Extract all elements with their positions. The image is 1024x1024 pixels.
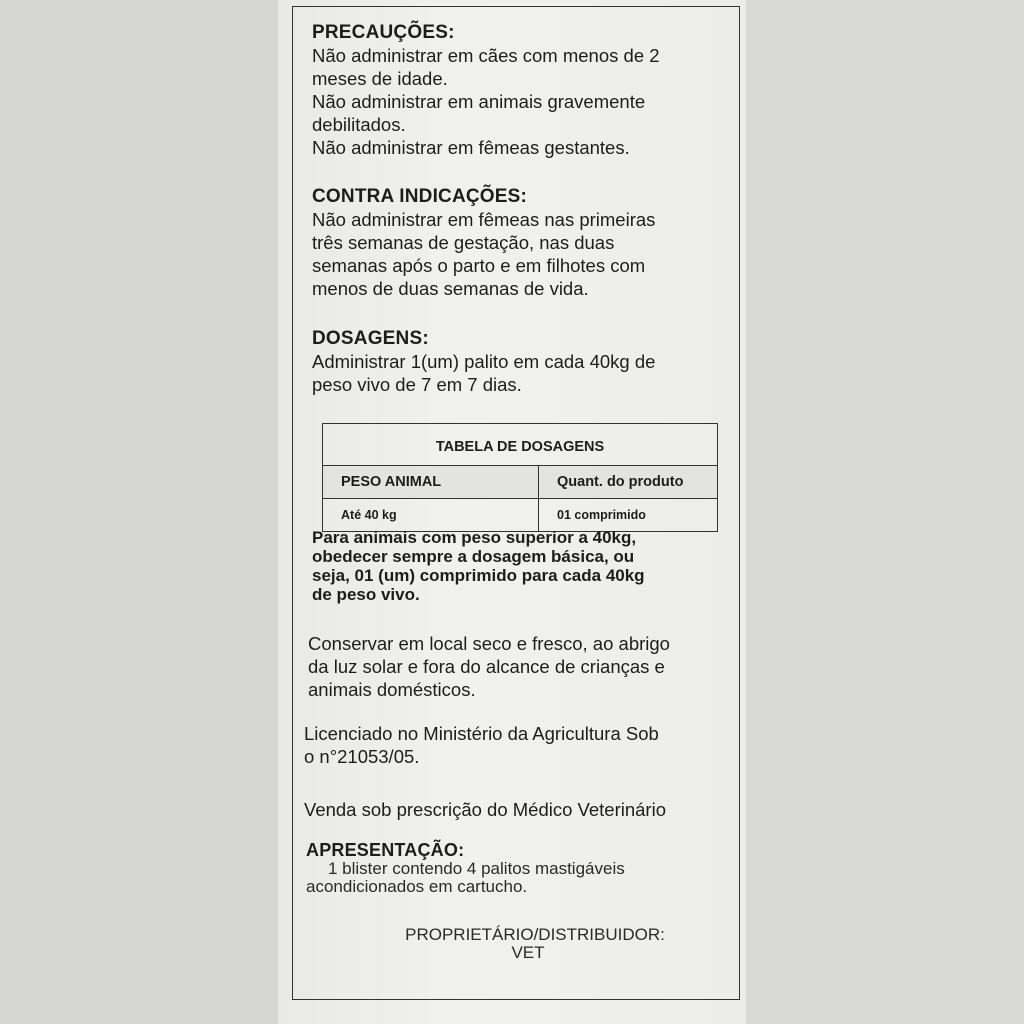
precautions-text — [312, 44, 732, 159]
license-line: o n°21053/05. — [304, 746, 420, 767]
contraindications-line: três semanas de gestação, nas duas — [312, 232, 615, 253]
storage-line: da luz solar e fora do alcance de crianças e — [308, 656, 665, 677]
precautions-line: Não administrar em cães com menos de 2 — [312, 45, 660, 66]
contraindications-line: menos de duas semanas de vida. — [312, 278, 589, 299]
contraindications-section — [312, 186, 732, 300]
note-line: Para animais com peso superior a 40kg, — [312, 528, 637, 547]
dosages-line: peso vivo de 7 em 7 dias. — [312, 374, 522, 395]
dosages-heading: DOSAGENS: — [312, 328, 429, 349]
precautions-line: Não administrar em animais gravemente — [312, 91, 646, 112]
contraindications-text — [312, 208, 732, 300]
prescription-line: Venda sob prescrição do Médico Veterinário — [304, 799, 666, 820]
owner-line: VET — [511, 943, 545, 962]
owner-line: PROPRIETÁRIO/DISTRIBUIDOR: — [405, 925, 665, 944]
note-line: seja, 01 (um) comprimido para cada 40kg — [312, 566, 645, 585]
note-line: de peso vivo. — [312, 585, 420, 604]
background-right — [746, 0, 1024, 1024]
dosage-table-title: TABELA DE DOSAGENS — [323, 424, 718, 466]
precautions-line: Não administrar em fêmeas gestantes. — [312, 137, 630, 158]
presentation-heading: APRESENTAÇÃO: — [306, 840, 465, 860]
prescription-section — [304, 798, 724, 821]
dosages-text — [312, 350, 732, 396]
dosages-line: Administrar 1(um) palito em cada 40kg de — [312, 351, 656, 372]
note-line: obedecer sempre a dosagem básica, ou — [312, 547, 635, 566]
prescription-text — [304, 798, 724, 821]
precautions-section — [312, 22, 732, 159]
presentation-line: 1 blister contendo 4 palitos mastigáveis — [328, 859, 625, 878]
license-text — [304, 722, 724, 768]
precautions-heading: PRECAUÇÕES: — [312, 22, 455, 43]
storage-text — [308, 632, 728, 701]
license-section — [304, 722, 724, 768]
dosages-section — [312, 328, 732, 396]
precautions-line: debilitados. — [312, 114, 406, 135]
dosage-table-quantity-header: Quant. do produto — [539, 466, 718, 499]
contraindications-line: Não administrar em fêmeas nas primeiras — [312, 209, 656, 230]
license-line: Licenciado no Ministério da Agricultura Sob — [304, 723, 659, 744]
contraindications-line: semanas após o parto e em filhotes com — [312, 255, 646, 276]
contraindications-heading: CONTRA INDICAÇÕES: — [312, 186, 528, 207]
owner-section — [300, 926, 756, 962]
storage-line: animais domésticos. — [308, 679, 476, 700]
presentation-text — [306, 860, 726, 896]
dosage-table-weight-header: PESO ANIMAL — [323, 466, 539, 499]
dosage-table — [322, 423, 718, 532]
heavy-animals-note — [312, 528, 732, 604]
storage-line: Conservar em local seco e fresco, ao abrigo — [308, 633, 670, 654]
owner-text — [300, 926, 756, 962]
storage-section — [308, 632, 728, 701]
dosage-table-weight-cell: Até 40 kg — [323, 499, 539, 532]
dosage-table-quantity-cell: 01 comprimido — [539, 499, 718, 532]
precautions-line: meses de idade. — [312, 68, 448, 89]
presentation-line: acondicionados em cartucho. — [306, 877, 528, 896]
presentation-section — [306, 840, 726, 896]
background-left — [0, 0, 278, 1024]
heavy-animals-note-text — [312, 528, 732, 604]
